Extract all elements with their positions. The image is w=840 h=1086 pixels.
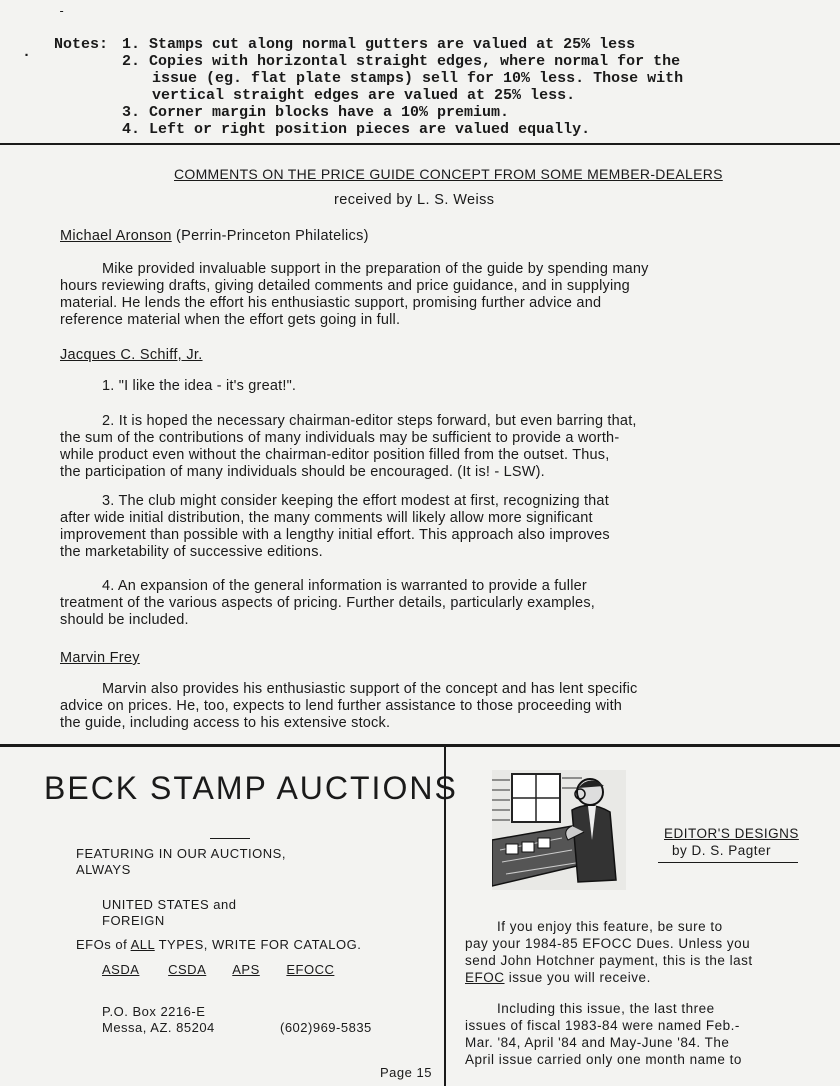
editor-title: EDITOR'S DESIGNS xyxy=(664,826,799,841)
text-line: Messa, AZ. 85204 xyxy=(102,1020,215,1035)
schiff-name: Jacques C. Schiff, Jr. xyxy=(60,347,203,363)
text-line: while product even without the chairman-editor position filled from the outset. Thus, xyxy=(60,447,610,463)
text-line: Marvin also provides his enthusiastic support of the concept and has lent specific xyxy=(102,681,638,697)
ad-title: BECK STAMP AUCTIONS xyxy=(44,770,458,806)
text-span: issue you will receive. xyxy=(504,970,651,985)
schiff-point-3 xyxy=(60,493,788,561)
text-line: pay your 1984-85 EFOCC Dues. Unless you xyxy=(465,936,751,951)
efos-text: TYPES, WRITE FOR CATALOG. xyxy=(154,937,362,952)
text-line: If you enjoy this feature, be sure to xyxy=(497,919,723,934)
efos-all: ALL xyxy=(130,937,155,952)
text-line: the participation of many individuals should be encouraged. (It is! - LSW). xyxy=(60,464,545,480)
ad-efos-line xyxy=(76,937,361,953)
text-line: P.O. Box 2216-E xyxy=(102,1004,206,1019)
aronson-affiliation: (Perrin-Princeton Philatelics) xyxy=(176,228,369,244)
text-line: the sum of the contributions of many individuals may be sufficient to provide a worth- xyxy=(60,430,620,446)
text-line: should be included. xyxy=(60,612,189,628)
text-line xyxy=(465,969,837,986)
text-line: reference material when the effort gets going in full. xyxy=(60,312,401,328)
ad-featuring xyxy=(76,846,286,878)
note-item: issue (eg. flat plate stamps) sell for 10% less. Those with xyxy=(152,70,684,87)
text-line: 3. The club might consider keeping the effort modest at first, recognizing that xyxy=(102,493,609,509)
text-line: 2. It is hoped the necessary chairman-editor steps forward, but even barring that, xyxy=(102,413,637,429)
text-line: ALWAYS xyxy=(76,862,131,877)
org-aps: APS xyxy=(232,962,260,977)
text-line: Mar. '84, April '84 and May-June '84. The xyxy=(465,1035,730,1050)
schiff-point-4 xyxy=(60,578,788,629)
frey-name: Marvin Frey xyxy=(60,650,140,666)
note-item: 1. Stamps cut along normal gutters are valued at 25% less xyxy=(122,36,636,53)
ad-phone: (602)969-5835 xyxy=(280,1020,372,1035)
text-line: material. He lends the effort his enthusiastic support, promising further advice and xyxy=(60,295,602,311)
text-line: hours reviewing drafts, giving detailed comments and price guidance, and in supplying xyxy=(60,278,630,294)
aronson-name: Michael Aronson xyxy=(60,228,172,244)
article-byline: received by L. S. Weiss xyxy=(334,192,495,208)
ad-address xyxy=(102,1004,215,1036)
page-number: Page 15 xyxy=(380,1065,432,1080)
note-item: 2. Copies with horizontal straight edges, where normal for the xyxy=(122,53,681,70)
text-line: treatment of the various aspects of pricing. Further details, particularly examples, xyxy=(60,595,596,611)
text-line: send John Hotchner payment, this is the last xyxy=(465,953,753,968)
ad-short-rule xyxy=(210,838,250,839)
ad-orgs xyxy=(102,962,334,978)
frey-paragraph xyxy=(60,681,788,732)
text-line: after wide initial distribution, the many comments will likely allow more significant xyxy=(60,510,593,526)
schiff-point-1: 1. "I like the idea - it's great!". xyxy=(102,378,297,394)
schiff-point-2 xyxy=(60,413,788,481)
text-line: the marketability of successive editions. xyxy=(60,544,323,560)
editor-byline: by D. S. Pagter xyxy=(672,843,772,858)
editor-rule xyxy=(658,862,798,863)
stray-mark: - xyxy=(58,4,66,18)
aronson-paragraph xyxy=(60,261,788,329)
text-line: FEATURING IN OUR AUCTIONS, xyxy=(76,846,286,861)
note-item: vertical straight edges are valued at 25% less. xyxy=(152,87,576,104)
text-line: Including this issue, the last three xyxy=(497,1001,715,1016)
editor-paragraph-2 xyxy=(465,1000,837,1068)
text-line: UNITED STATES and xyxy=(102,897,237,912)
text-line: FOREIGN xyxy=(102,913,165,928)
text-line: Mike provided invaluable support in the preparation of the guide by spending many xyxy=(102,261,649,277)
stamp-collector-illustration-icon xyxy=(492,770,626,890)
org-asda: ASDA xyxy=(102,962,140,977)
ad-us-foreign xyxy=(102,897,236,929)
note-item: 4. Left or right position pieces are valued equally. xyxy=(122,121,591,138)
aronson-heading xyxy=(60,228,369,244)
text-line: improvement than possible with a lengthy initial effort. This approach also improves xyxy=(60,527,610,543)
notes-label: Notes: xyxy=(54,36,109,53)
text-line: the guide, including access to his extensive stock. xyxy=(60,715,391,731)
efoc-underlined: EFOC xyxy=(465,970,505,985)
bullet-dot: . xyxy=(22,44,32,61)
org-csda: CSDA xyxy=(168,962,207,977)
bottom-rule xyxy=(0,744,840,747)
text-line: issues of fiscal 1983-84 were named Feb.- xyxy=(465,1018,740,1033)
article-title: COMMENTS ON THE PRICE GUIDE CONCEPT FROM SOME MEMBER-DEALERS xyxy=(174,166,723,182)
org-efocc: EFOCC xyxy=(286,962,335,977)
top-rule xyxy=(0,143,840,145)
note-item: 3. Corner margin blocks have a 10% premium. xyxy=(122,104,510,121)
efos-text: EFOs of xyxy=(76,937,131,952)
text-line: 4. An expansion of the general information is warranted to provide a fuller xyxy=(102,578,587,594)
text-line: advice on prices. He, too, expects to lend further assistance to those proceeding with xyxy=(60,698,623,714)
editor-paragraph-1 xyxy=(465,918,837,986)
text-line: April issue carried only one month name to xyxy=(465,1052,742,1067)
